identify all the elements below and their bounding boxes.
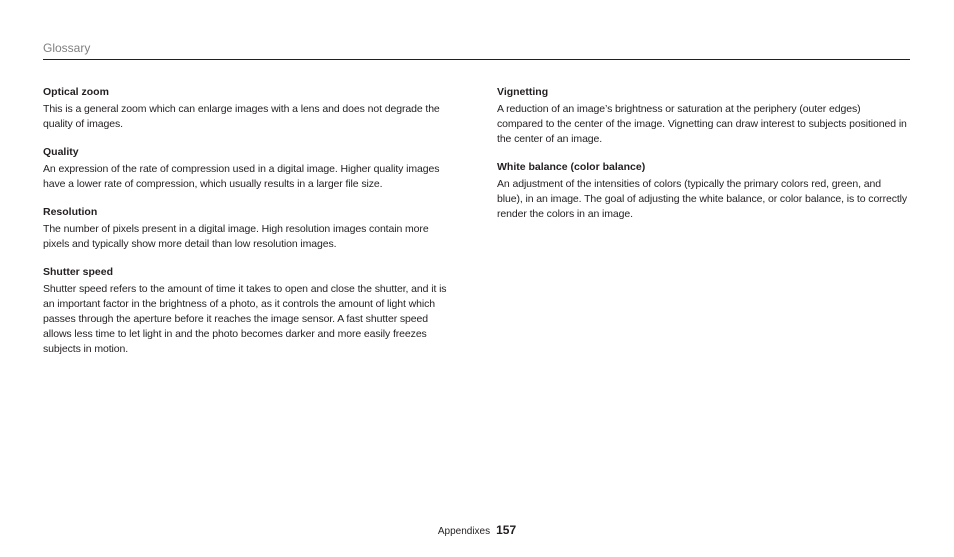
glossary-term: Resolution [43,206,98,218]
glossary-entry-shutter-speed [43,265,455,357]
glossary-definition: An adjustment of the intensities of colors (typically the primary colors red, green, and blue), in an image. The goal of adjusting the white balance, or color balance, is to correctly render the colors in an image. [497,178,908,220]
page-footer [0,523,954,537]
glossary-right-column [497,85,909,235]
page-number: 157 [496,523,517,537]
section-title: Glossary [43,41,91,55]
glossary-term: White balance (color balance) [497,161,646,173]
glossary-entry-white-balance [497,160,909,222]
glossary-definition: The number of pixels present in a digital image. High resolution images contain more pixels and typically show more detail than low resolution images. [43,223,429,250]
glossary-entry-quality [43,145,455,192]
glossary-term: Optical zoom [43,86,109,98]
glossary-term: Shutter speed [43,266,114,278]
glossary-entry-optical-zoom [43,85,455,132]
glossary-definition: An expression of the rate of compression used in a digital image. Higher quality images have a lower rate of compression, which usually results in a larger file size. [43,163,440,190]
glossary-entry-resolution [43,205,455,252]
glossary-left-column [43,85,455,370]
glossary-definition: Shutter speed refers to the amount of time it takes to open and close the shutter, and it is an important factor in the brightness of a photo, as it controls the amount of light which passes through the aperture before it reaches the image sensor. A fast shutter speed allows less time to let light in and the photo becomes darker and more easily freezes subjects in motion. [43,283,447,355]
glossary-definition: This is a general zoom which can enlarge images with a lens and does not degrade the quality of images. [43,103,440,130]
glossary-term: Vignetting [497,86,549,98]
glossary-term: Quality [43,146,79,158]
header-divider [43,59,910,60]
footer-section-label: Appendixes [437,526,491,537]
glossary-entry-vignetting [497,85,909,147]
glossary-definition: A reduction of an image’s brightness or saturation at the periphery (outer edges) compared to the center of the image. Vignetting can draw interest to subjects positioned in the center of an image. [497,103,907,145]
